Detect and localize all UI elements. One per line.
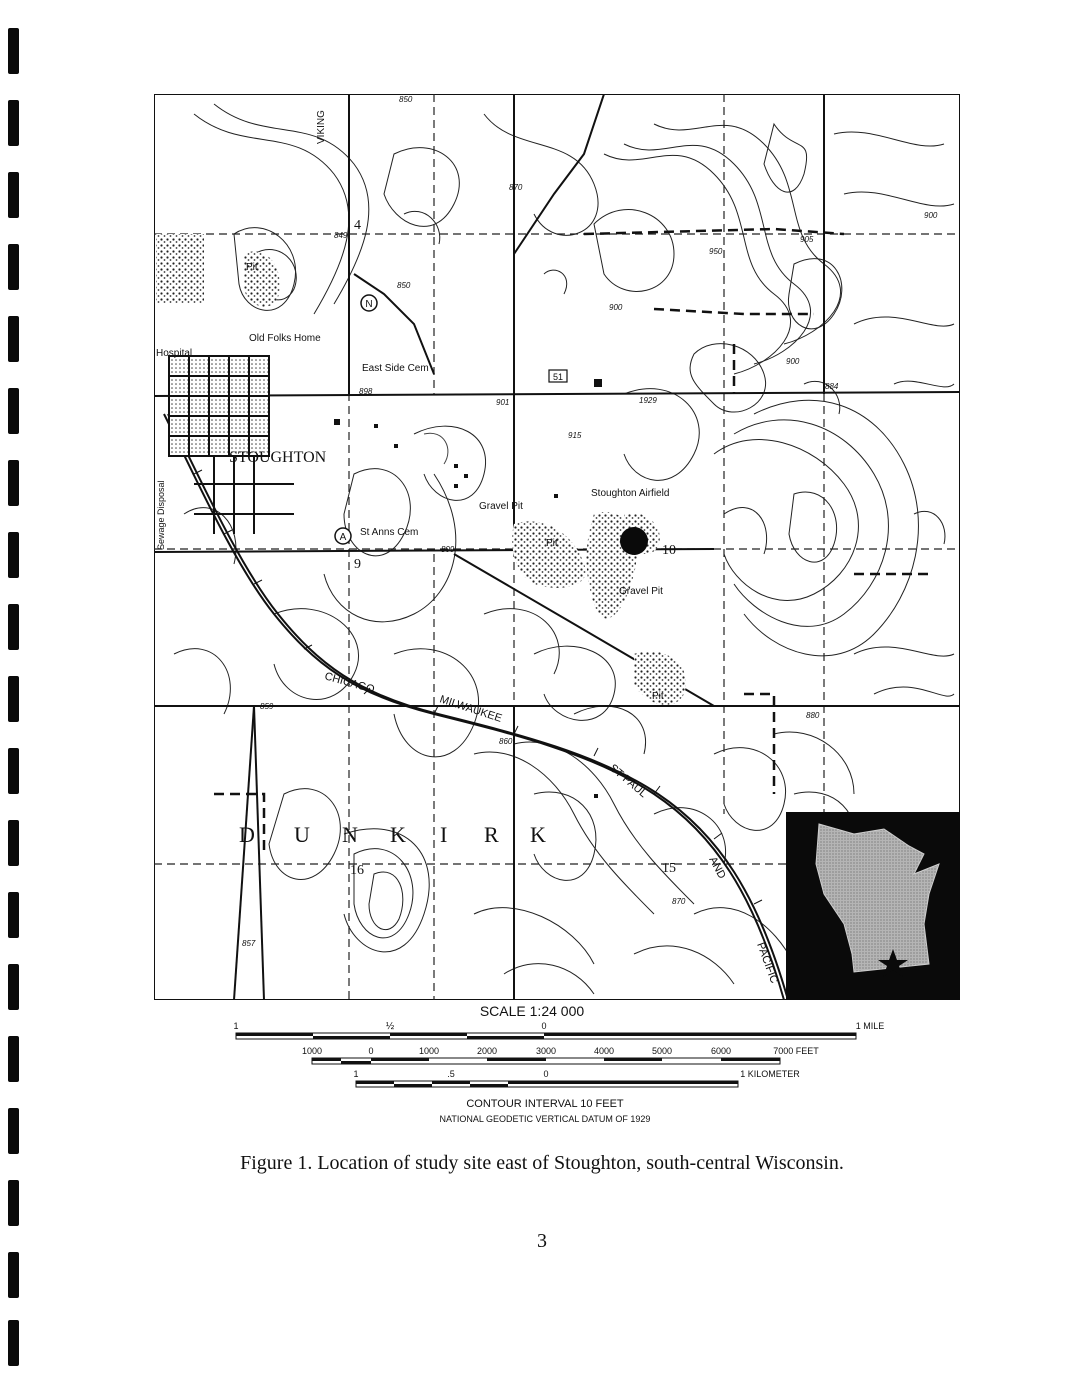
svg-text:4: 4 [354,218,361,233]
svg-text:0: 0 [543,1069,549,1079]
binding-mark [8,1252,19,1298]
label-hospital: Hospital [156,348,193,359]
route-marker-51 [549,370,567,382]
svg-text:D: D [239,822,255,847]
svg-text:859: 859 [260,702,274,711]
svg-text:3000: 3000 [535,1046,557,1056]
svg-text:1000: 1000 [301,1046,323,1056]
wisconsin-inset [786,812,960,1000]
label-st-anns-cem: St Anns Cem [360,527,419,538]
svg-text:860: 860 [499,737,513,746]
route-marker-n [361,295,377,311]
binding-mark [8,100,19,146]
binding-mark [8,892,19,938]
svg-text:16: 16 [350,863,364,878]
svg-text:0: 0 [368,1046,374,1056]
svg-text:.5: .5 [447,1069,455,1079]
svg-text:884: 884 [825,382,839,391]
svg-text:1: 1 [353,1069,359,1079]
mile-scale-bar [233,1021,884,1039]
binding-mark [8,28,19,74]
study-site-marker [620,527,648,555]
label-stoughton-airfield: Stoughton Airfield [591,488,670,499]
svg-text:N: N [365,299,373,310]
vertical-datum: NATIONAL GEODETIC VERTICAL DATUM OF 1929 [439,1114,651,1124]
svg-text:K: K [530,822,546,847]
svg-text:5000: 5000 [651,1046,673,1056]
label-milwaukee: MILWAUKEE [438,693,504,725]
topographic-map [154,94,960,1000]
svg-text:7000 FEET: 7000 FEET [773,1046,819,1056]
svg-text:A: A [339,532,347,543]
binding-mark [8,748,19,794]
page-number: 3 [537,1230,547,1252]
svg-text:R: R [484,822,499,847]
svg-text:899: 899 [441,545,455,554]
label-st-paul: ST PAUL [607,762,650,801]
scale-title: SCALE 1:24 000 [479,1003,585,1019]
label-chicago: CHICAGO [323,670,376,697]
feet-scale-bar [302,1046,819,1064]
svg-text:I: I [440,822,448,847]
svg-text:6000: 6000 [710,1046,732,1056]
map-canvas [154,94,960,1000]
svg-text:905: 905 [800,235,814,244]
binding-mark [8,532,19,578]
svg-text:898: 898 [359,387,373,396]
binding-mark [8,604,19,650]
label-pit-3: Pit [652,691,664,702]
svg-text:1: 1 [233,1021,239,1031]
svg-text:9: 9 [354,557,361,572]
figure-caption: Figure 1. Location of study site east of Stoughton, south-central Wisconsin. [240,1152,844,1174]
label-and: AND [706,854,728,881]
binding-mark [8,460,19,506]
label-pit-1: Pit [246,262,258,273]
svg-text:U: U [294,822,310,847]
binding-mark [8,1180,19,1226]
contour-interval: CONTOUR INTERVAL 10 FEET [466,1098,624,1110]
binding-mark [8,676,19,722]
svg-text:1 KILOMETER: 1 KILOMETER [740,1069,800,1079]
svg-text:½: ½ [385,1021,395,1032]
svg-text:900: 900 [924,211,938,220]
svg-text:880: 880 [806,711,820,720]
svg-text:1000: 1000 [418,1046,440,1056]
label-sewage-disposal: Sewage Disposal [156,480,166,550]
svg-text:1929: 1929 [639,396,657,405]
svg-text:900: 900 [786,357,800,366]
svg-text:901: 901 [496,398,510,407]
binding-mark [8,1320,19,1366]
km-scale-bar [353,1069,800,1087]
label-pacific: PACIFIC [754,940,781,986]
svg-text:0: 0 [541,1021,547,1031]
svg-text:849: 849 [334,231,348,240]
svg-text:857: 857 [242,939,256,948]
scale-block [0,1000,1084,1130]
label-pit-2: Pit [546,538,558,549]
binding-mark [8,172,19,218]
binding-mark [8,316,19,362]
svg-text:4000: 4000 [593,1046,615,1056]
svg-text:870: 870 [672,897,686,906]
svg-text:850: 850 [397,281,411,290]
svg-text:51: 51 [552,372,564,382]
binding-mark [8,244,19,290]
svg-text:N: N [342,822,358,847]
svg-text:915: 915 [568,431,582,440]
svg-text:950: 950 [709,247,723,256]
scale-svg [0,1000,1084,1130]
svg-text:2000: 2000 [476,1046,498,1056]
label-gravel-pit-2: Gravel Pit [619,586,663,597]
svg-text:15: 15 [662,861,676,876]
svg-text:870: 870 [509,183,523,192]
binding-mark [8,388,19,434]
binding-mark [8,820,19,866]
svg-text:850: 850 [399,95,413,104]
label-east-side-cem: East Side Cem [362,363,429,374]
label-viking: VIKING [316,110,327,144]
svg-text:K: K [390,822,406,847]
route-marker-a [335,528,351,544]
svg-text:1 MILE: 1 MILE [855,1021,885,1031]
svg-text:10: 10 [662,543,676,558]
label-gravel-pit-1: Gravel Pit [479,501,523,512]
label-old-folks-home: Old Folks Home [249,333,321,344]
svg-text:900: 900 [609,303,623,312]
label-stoughton: STOUGHTON [229,449,327,466]
